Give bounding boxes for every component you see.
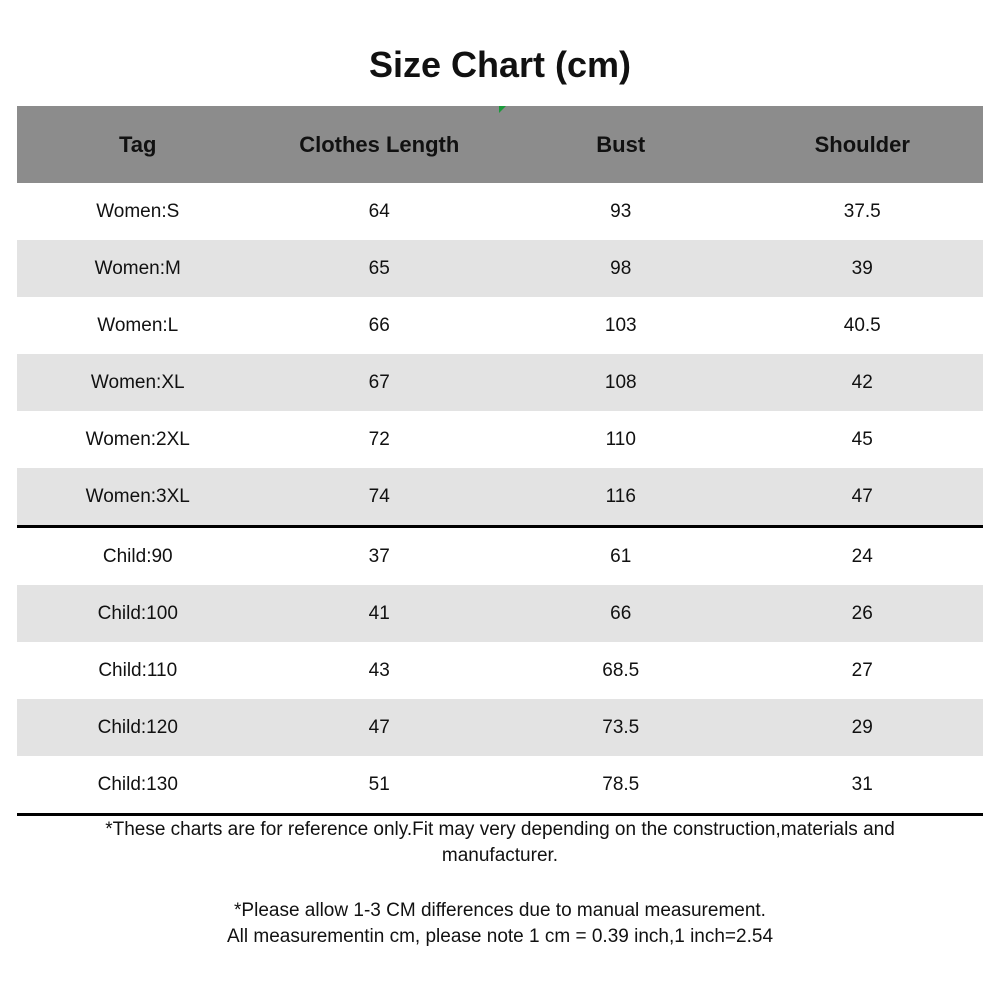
cell-tag: Women:3XL bbox=[85, 485, 190, 507]
table-row bbox=[17, 468, 983, 525]
table-header-row bbox=[17, 106, 983, 183]
cell-bust: 108 bbox=[604, 371, 637, 393]
cell-bust: 66 bbox=[610, 602, 632, 624]
cell-clothes-length: 41 bbox=[368, 602, 390, 624]
header-clothes-length: Clothes Length bbox=[299, 131, 460, 157]
cell-bust: 68.5 bbox=[602, 659, 640, 681]
cell-shoulder: 47 bbox=[851, 485, 873, 507]
cell-shoulder: 24 bbox=[851, 545, 873, 567]
green-corner-marker bbox=[499, 106, 506, 113]
table-row bbox=[17, 642, 983, 699]
cell-shoulder: 31 bbox=[851, 773, 873, 795]
cell-shoulder: 37.5 bbox=[843, 200, 881, 222]
table-row bbox=[17, 699, 983, 756]
table-row bbox=[17, 354, 983, 411]
cell-shoulder: 42 bbox=[851, 371, 873, 393]
cell-clothes-length: 72 bbox=[368, 428, 390, 450]
table-row bbox=[17, 585, 983, 642]
cell-shoulder: 27 bbox=[851, 659, 873, 681]
cell-tag: Women:XL bbox=[90, 371, 185, 393]
cell-tag: Women:L bbox=[97, 314, 179, 336]
cell-bust: 93 bbox=[610, 200, 632, 222]
cell-clothes-length: 51 bbox=[368, 773, 390, 795]
header-tag: Tag bbox=[119, 131, 157, 157]
cell-clothes-length: 43 bbox=[368, 659, 390, 681]
cell-tag: Child:90 bbox=[102, 545, 173, 567]
cell-tag: Women:2XL bbox=[85, 428, 190, 450]
measurement-note-line1: *Please allow 1-3 CM differences due to manual measurement. bbox=[234, 900, 766, 921]
measurement-note-line2: All measurementin cm, please note 1 cm = 0.39 inch,1 inch=2.54 bbox=[226, 926, 774, 947]
cell-bust: 98 bbox=[610, 257, 632, 279]
cell-bust: 116 bbox=[605, 485, 636, 507]
cell-tag: Child:100 bbox=[97, 602, 178, 624]
cell-bust: 61 bbox=[610, 545, 632, 567]
cell-bust: 110 bbox=[605, 428, 636, 450]
cell-clothes-length: 66 bbox=[368, 314, 390, 336]
cell-clothes-length: 47 bbox=[368, 716, 390, 738]
cell-clothes-length: 64 bbox=[368, 200, 390, 222]
cell-shoulder: 26 bbox=[851, 602, 873, 624]
bottom-divider bbox=[17, 813, 983, 816]
cell-clothes-length: 65 bbox=[368, 257, 390, 279]
header-bust: Bust bbox=[596, 131, 646, 157]
cell-clothes-length: 67 bbox=[368, 371, 390, 393]
cell-bust: 78.5 bbox=[602, 773, 640, 795]
cell-bust: 103 bbox=[604, 314, 637, 336]
cell-tag: Women:S bbox=[96, 200, 180, 222]
table-row bbox=[17, 183, 983, 240]
header-shoulder: Shoulder bbox=[814, 131, 910, 157]
cell-shoulder: 39 bbox=[851, 257, 873, 279]
cell-bust: 73.5 bbox=[602, 716, 640, 738]
cell-clothes-length: 74 bbox=[368, 485, 390, 507]
cell-tag: Child:130 bbox=[97, 773, 178, 795]
page-title: Size Chart (cm) bbox=[368, 44, 632, 85]
cell-clothes-length: 37 bbox=[368, 545, 390, 567]
cell-tag: Child:110 bbox=[98, 659, 178, 681]
cell-tag: Child:120 bbox=[97, 716, 178, 738]
table-row bbox=[17, 756, 983, 813]
reference-note-line2: manufacturer. bbox=[441, 845, 559, 866]
table-row bbox=[17, 528, 983, 585]
cell-shoulder: 40.5 bbox=[843, 314, 881, 336]
table-row bbox=[17, 240, 983, 297]
cell-shoulder: 45 bbox=[851, 428, 873, 450]
size-table bbox=[17, 106, 983, 816]
cell-tag: Women:M bbox=[94, 257, 181, 279]
reference-note-line1: *These charts are for reference only.Fit may very depending on the construction,materials and bbox=[105, 819, 895, 840]
table-row bbox=[17, 297, 983, 354]
table-row bbox=[17, 411, 983, 468]
cell-shoulder: 29 bbox=[851, 716, 873, 738]
